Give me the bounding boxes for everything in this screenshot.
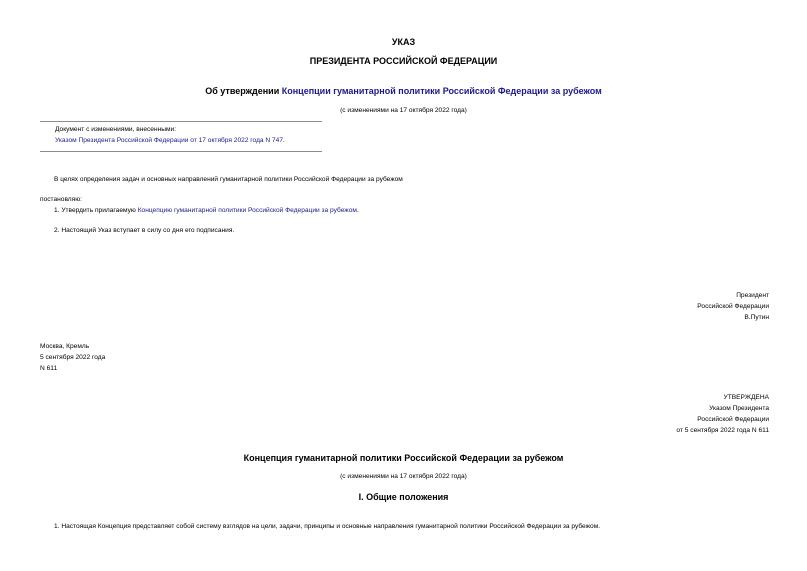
concept-paragraph-1: 1. Настоящая Концепция представляет собой систему взглядов на цели, задачи, принципы и основные направления гуманитарной политики Российской Федерации за рубежом. — [54, 523, 601, 530]
signature-title: Президент — [736, 292, 769, 299]
amend-box-text: Документ с изменениями, внесенными: — [55, 126, 177, 133]
decree-title: УКАЗ — [391, 37, 416, 47]
amend-box-link-tail: . — [283, 137, 285, 144]
place-date-block — [40, 341, 105, 374]
approved-by: Указом Президента — [709, 405, 769, 412]
date: 5 сентября 2022 года — [40, 354, 106, 361]
approved-word: УТВЕРЖДЕНА — [723, 394, 769, 401]
amend-box-link-line — [55, 137, 285, 144]
concept-title: Концепция гуманитарной политики Российской Федерации за рубежом — [243, 453, 564, 463]
item-1-concept-link[interactable]: Концепцию гуманитарной политики Российской Федерации за рубежом — [137, 207, 357, 214]
approved-date: от 5 сентября 2022 года N 611 — [676, 427, 769, 434]
decree-number: N 611 — [40, 365, 58, 372]
decree-subtitle: ПРЕЗИДЕНТА РОССИЙСКОЙ ФЕДЕРАЦИИ — [309, 56, 498, 66]
signature-name: В.Путин — [744, 314, 769, 321]
approval-amend-note: (с изменениями на 17 октября 2022 года) — [340, 107, 467, 114]
amend-box-top-rule — [40, 121, 322, 122]
signature-country: Российской Федерации — [697, 303, 769, 310]
amending-decree-link[interactable]: Указом Президента Российской Федерации от 17 октября 2022 года N 747 — [55, 137, 284, 144]
approved-country: Российской Федерации — [697, 416, 769, 423]
section-title: I. Общие положения — [358, 492, 449, 502]
approval-prefix: Об утверждении — [205, 86, 282, 96]
concept-amend-note: (с изменениями на 17 октября 2022 года) — [340, 473, 467, 480]
approval-heading — [0, 86, 807, 96]
item-2: 2. Настоящий Указ вступает в силу со дня его подписания. — [54, 227, 235, 234]
decree-word: постановляю: — [40, 196, 83, 203]
item-1-prefix: 1. Утвердить прилагаемую — [54, 207, 138, 214]
approved-block — [676, 392, 769, 436]
item-1 — [54, 207, 359, 214]
signature-block — [697, 290, 769, 323]
place: Москва, Кремль — [40, 343, 90, 350]
purpose-paragraph: В целях определения задач и основных направлений гуманитарной политики Российской Федерации за рубежом — [54, 176, 403, 183]
amend-box-bottom-rule — [40, 151, 322, 152]
item-1-tail: . — [356, 207, 359, 214]
concept-link[interactable]: Концепции гуманитарной политики Российской Федерации за рубежом — [281, 86, 602, 96]
